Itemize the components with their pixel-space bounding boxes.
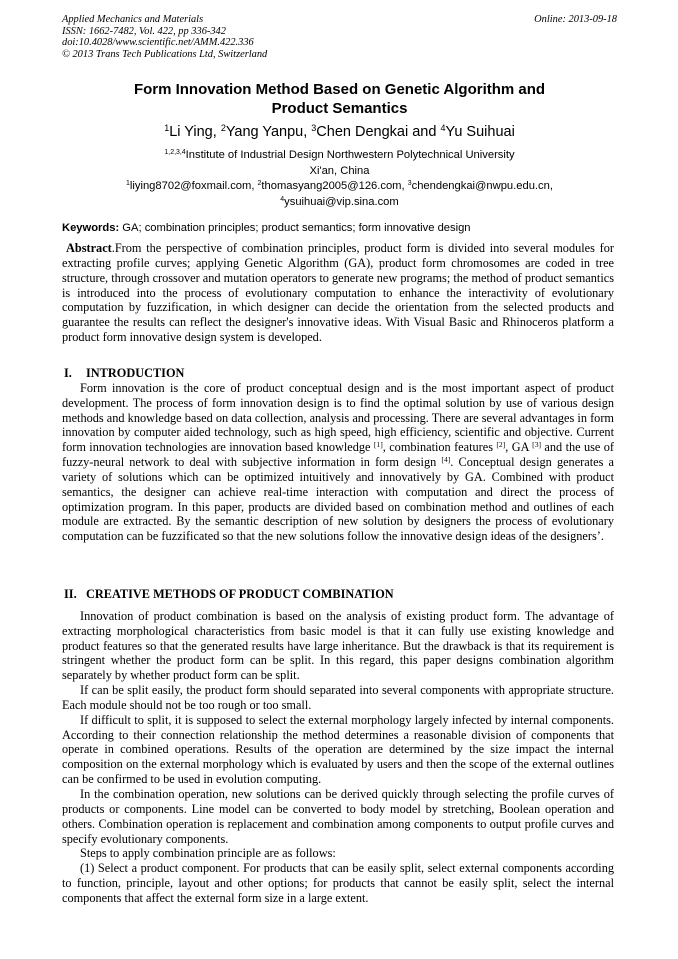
issn-line: ISSN: 1662-7482, Vol. 422, pp 336-342 [62, 25, 226, 37]
title-line-1: Form Innovation Method Based on Genetic Algorithm and [133, 81, 546, 98]
author-sep-1: , [212, 124, 221, 140]
citation: [2] [496, 440, 506, 450]
author-4: $^4$Yu Suihuai [440, 123, 515, 140]
author-email-4: $^4$ysuihuai@vip.sina.com [280, 195, 399, 208]
author-emails: $^1$liying8702@foxmail.com, $^2$thomasyang2005@126.com, $^3$chendengkai@nwpu.edu.cn, [126, 180, 553, 193]
affiliation-city: Xi'an, China [309, 164, 370, 177]
keywords-label: Keywords: [62, 222, 120, 234]
copyright-line: © 2013 Trans Tech Publications Ltd, Switzerland [62, 48, 268, 60]
section-creative-methods [62, 587, 614, 906]
body-paragraph: If difficult to split, it is supposed to select the external morphology largely infected by internal components. According to their connection relationship the method determines a reasonable division of components that operate in combined operations. Results of the operation are determined by the size impact the internal composition on the external morphology which is evaluated by users and then the scope of the external outlines can be confirmed to be used in evolution computing. [62, 712, 614, 787]
body-paragraph: Form innovation is the core of product conceptual design and is the most important aspect of product development. The process of form innovation design is to find the optimal solution by use of various design methods and knowledge based on data collection, analysis and processing. There are several advantages in form innovation by computer aided technology, such as high speed, high efficiency, scientific and objective. Current form innovation technologies are innovation based knowledge [1], combination features [2], GA [3] and the use of fuzzy-neural network to deal with subjective information in form design [4]. Conceptual design generates a variety of solutions which can be optimized intuitively and innovatively by GA. Combined with product semantics, the designer can achieve real-time interaction with computation and direct the process of optimization program. In this paper, products are divided based on combination method and outlines of each module are extracted. By the semantic description of new solution by designers the process of evolutionary computation can be fuzzificated so that the new solutions follow the innovative design ideas of the designers’. [62, 380, 614, 544]
affiliation-institute: $^{1,2,3,4}$Institute of Industrial Design Northwestern Polytechnical University [164, 149, 515, 161]
email-link[interactable]: chendengkai@nwpu.edu.cn [411, 180, 550, 193]
section-heading-1 [62, 366, 614, 381]
email-link[interactable]: liying8702@foxmail.com [129, 180, 252, 193]
citation: [4] [441, 454, 451, 464]
online-date: Online: 2013-09-18 [534, 14, 617, 25]
section-title: INTRODUCTION [86, 366, 185, 380]
body-paragraph: In the combination operation, new solutions can be derived quickly through selecting the profile curves of products or components. Line model can be converted to body model by stretching, Boolean operation and others. Combination operation is replacement and combination among components to output profile curves and specify evolutionary components. [62, 786, 614, 846]
author-1: $^1$Li Ying [164, 123, 213, 140]
author-3: $^3$Chen Dengkai [311, 123, 409, 140]
journal-name: Applied Mechanics and Materials [62, 14, 204, 25]
citation: [1] [373, 440, 383, 450]
author-sep-3: and [408, 124, 441, 140]
body-paragraph: Steps to apply combination principle are as follows: [80, 846, 336, 861]
keywords-line [62, 221, 622, 235]
email-link[interactable]: thomasyang2005@126.com [261, 180, 402, 193]
author-list [62, 123, 617, 141]
section-title: CREATIVE METHODS OF PRODUCT COMBINATION [86, 587, 394, 601]
paper-title [62, 81, 617, 118]
keywords-text: GA; combination principles; product semantics; form innovative design [119, 222, 471, 234]
affiliation-block [62, 148, 617, 210]
body-paragraph: If can be split easily, the product form should separated into several components with appropriate structure. Each module should not be too rough or too small. [62, 683, 614, 712]
abstract-text: .From the perspective of combination principles, product form is divided into several modules for extracting profile curves; applying Genetic Algorithm (GA), product form chromosomes are coded in tree structure, through crossover and mutation operators to generate new programs; the method of product semantics is introduced into the process of evolutionary computation to enhance the interactivity of evolutionary computation by fuzzification, in which designer can decide the orientation from the selected products and guarantee the results can reflect the designer's innovative ideas. With Visual Basic and Rhinoceros platform a product form innovative design system is developed. [62, 241, 614, 345]
doi-line: doi:10.4028/www.scientific.net/AMM.422.336 [62, 37, 254, 49]
title-line-2: Product Semantics [271, 99, 408, 117]
body-paragraph: Innovation of product combination is based on the analysis of existing product form. The advantage of extracting morphological characteristics from basic model is that it can fully use existing knowledge and product features so that the generated results have large inheritance. But the drawback is that its requirement is stringent whether the product form can be split. In this regard, this paper designs combination algorithm separately by whether product form can be split. [62, 608, 614, 683]
abstract-paragraph [62, 241, 614, 345]
journal-header [62, 14, 617, 60]
email-link[interactable]: ysuihuai@vip.sina.com [284, 195, 399, 208]
author-sep-2: , [303, 124, 312, 140]
abstract-block [62, 241, 614, 345]
section-number: I. [64, 366, 72, 380]
body-paragraph: (1) Select a product component. For products that can be easily split, select external components according to function, principle, layout and other options; for products that cannot be easily split, select the internal components that affect the external form size in a large extent. [62, 861, 614, 905]
abstract-label: Abstract [66, 241, 112, 255]
section-number: II. [64, 587, 77, 601]
citation: [3] [532, 440, 542, 450]
author-2: $^2$Yang Yanpu [220, 123, 304, 140]
section-heading-2 [62, 587, 614, 602]
section-introduction [62, 366, 614, 544]
